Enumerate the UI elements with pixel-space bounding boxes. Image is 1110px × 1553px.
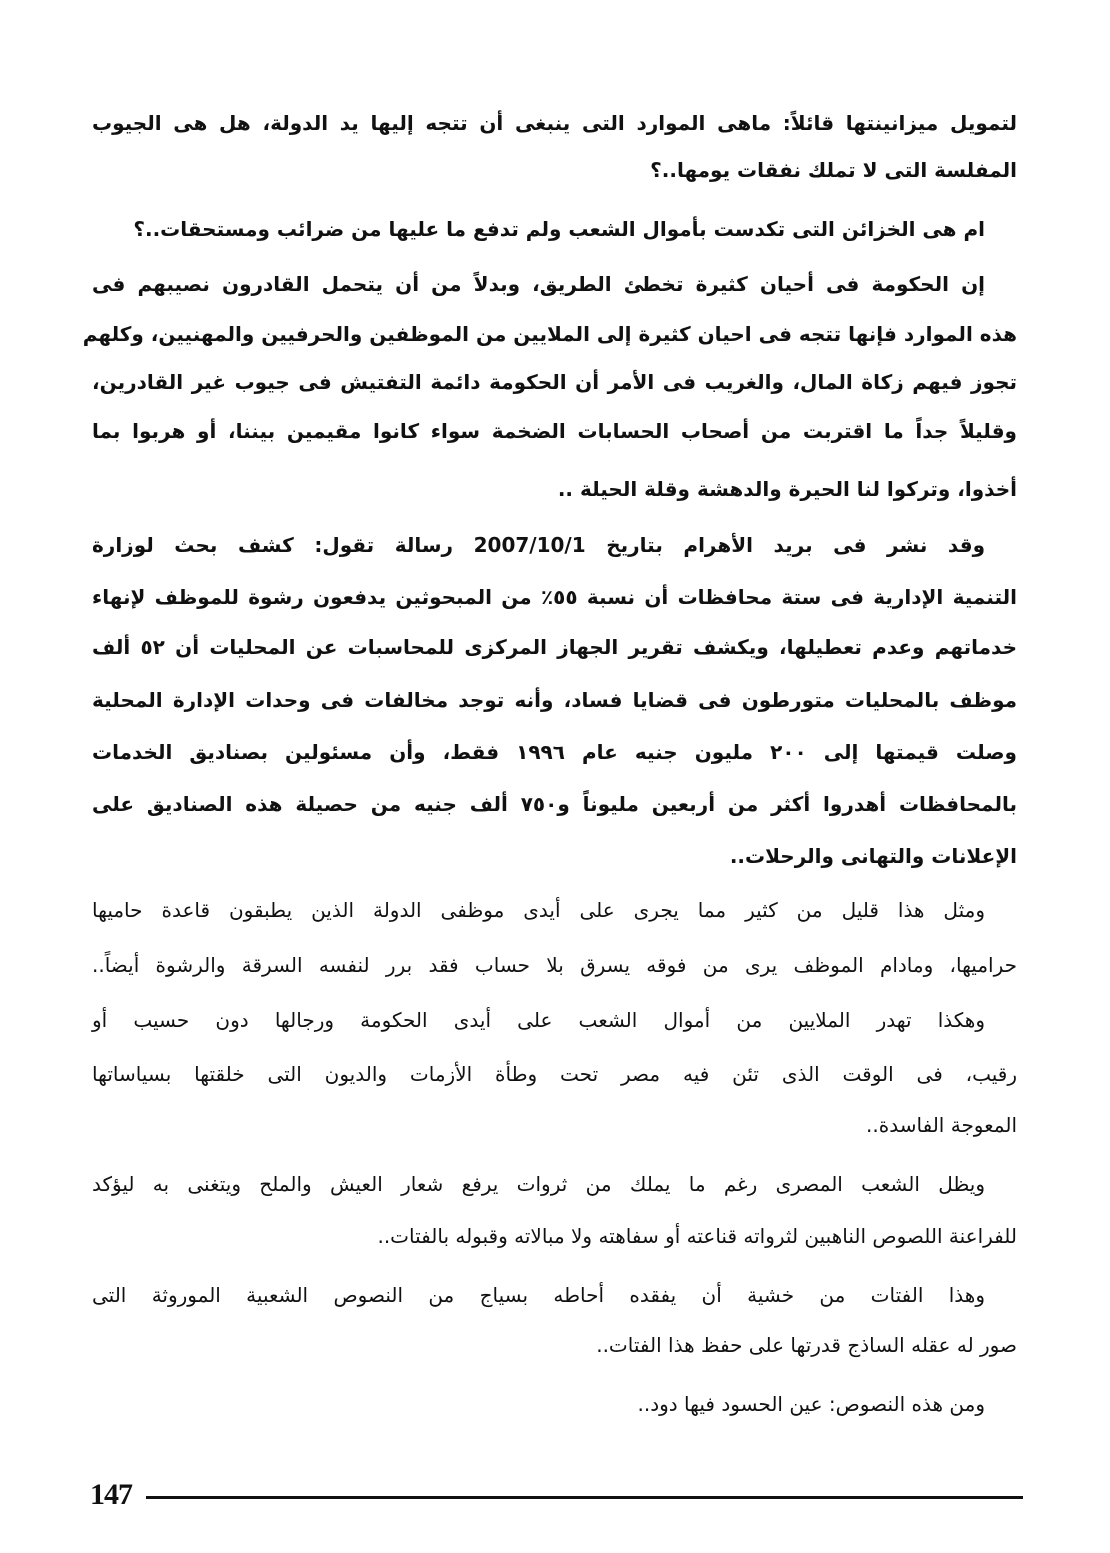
paragraph-start-line: ومثل هذا قليل من كثير مما يجرى على أيدى موظفى الدولة الذين يطبقون قاعدة حاميها [92,898,985,922]
paragraph-start-line: وقد نشر فى بريد الأهرام بتاريخ 2007/10/1 رسالة تقول: كشف بحث لوزارة [92,533,985,557]
text-line: موظف بالمحليات متورطون فى قضايا فساد، وأنه توجد مخالفات فى وحدات الإدارة المحلية [92,688,1017,712]
text-line: أخذوا، وتركوا لنا الحيرة والدهشة وقلة الحيلة .. [557,477,1017,501]
text-line: التنمية الإدارية فى ستة محافظات أن نسبة ٥٥٪ من المبحوثين يدفعون رشوة للموظف لإنهاء [92,585,1017,609]
text-line: وصلت قيمتها إلى ٢٠٠ مليون جنيه عام ١٩٩٦ فقط، وأن مسئولين بصناديق الخدمات [92,740,1017,764]
text-line: المفلسة التى لا تملك نفقات يومها..؟ [650,158,1017,182]
paragraph-start-line: وهكذا تهدر الملايين من أموال الشعب على أيدى الحكومة ورجالها دون حسيب أو [92,1008,985,1032]
paragraph-start-line: وهذا الفتات من خشية أن يفقده أحاطه بسياج من النصوص الشعبية الموروثة التى [92,1283,985,1307]
text-line: المعوجة الفاسدة.. [866,1113,1017,1137]
text-line: رقيب، فى الوقت الذى تئن فيه مصر تحت وطأة الأزمات والديون التى خلقتها بسياساتها [92,1062,1017,1086]
text-line: صور له عقله الساذج قدرتها على حفظ هذا الفتات.. [596,1333,1017,1357]
text-line: تجوز فيهم زكاة المال، والغريب فى الأمر أن الحكومة دائمة التفتيش فى جيوب غير القادرين، [92,370,1017,394]
text-line: بالمحافظات أهدروا أكثر من أربعين مليوناً و٧٥٠ ألف جنيه من حصيلة هذه الصناديق على [92,792,1017,816]
text-line: خدماتهم وعدم تعطيلها، ويكشف تقرير الجهاز المركزى للمحاسبات عن المحليات أن ٥٢ ألف [92,635,1018,659]
paragraph-start-line: إن الحكومة فى أحيان كثيرة تخطئ الطريق، وبدلاً من أن يتحمل القادرون نصيبهم فى [92,272,985,296]
text-line: حراميها، ومادام الموظف يرى من فوقه يسرق بلا حساب فقد برر لنفسه السرقة والرشوة أيضاً.. [92,953,1017,977]
text-line: لتمويل ميزانينتها قائلاً: ماهى الموارد التى ينبغى أن تتجه إليها يد الدولة، هل هى الجيوب [92,111,1017,135]
paragraph-start-line: ويظل الشعب المصرى رغم ما يملك من ثروات يرفع شعار العيش والملح ويتغنى به ليؤكد [92,1172,985,1196]
text-line: الإعلانات والتهانى والرحلات.. [729,844,1017,868]
page-number: 147 [90,1478,132,1511]
text-line: هذه الموارد فإنها تتجه فى احيان كثيرة إلى الملايين من الموظفين والحرفيين والمهنيين، وكلهم [82,322,1017,346]
text-line: وقليلاً جداً ما اقتربت من أصحاب الحسابات الضخمة سواء كانوا مقيمين بيننا، أو هربوا بما [92,419,1017,443]
footer-rule [146,1496,1023,1499]
paragraph-start-line: ومن هذه النصوص: عين الحسود فيها دود.. [637,1392,985,1416]
text-line: للفراعنة اللصوص الناهبين لثرواته قناعته أو سفاهته ولا مبالاته وقبوله بالفتات.. [377,1224,1017,1248]
paragraph-start-line: ام هى الخزائن التى تكدست بأموال الشعب ولم تدفع ما عليها من ضرائب ومستحقات..؟ [133,217,985,241]
